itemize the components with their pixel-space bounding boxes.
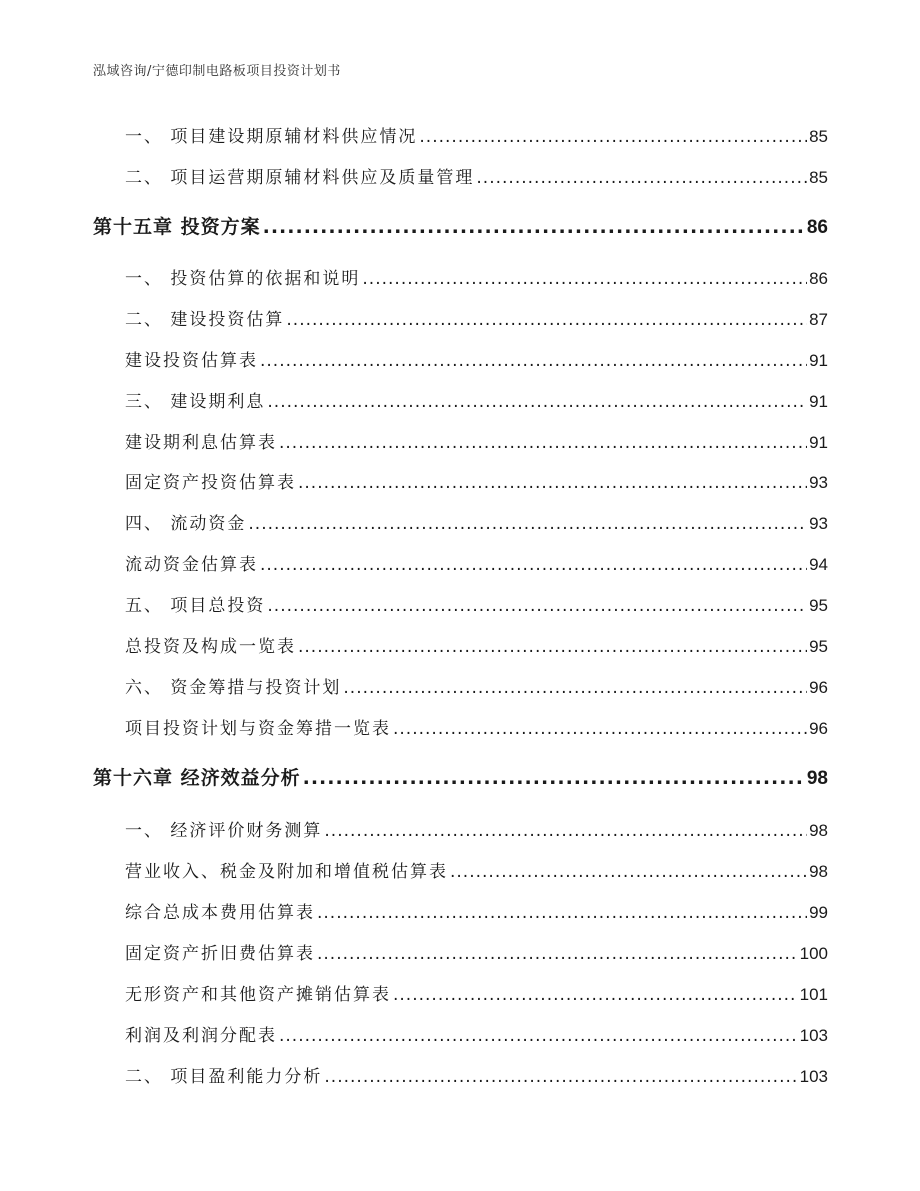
toc-entry-title: 营业收入、税金及附加和增值税估算表	[125, 862, 448, 882]
toc-entry-title: 无形资产和其他资产摊销估算表	[125, 985, 391, 1005]
toc-entry-page: 91	[809, 392, 828, 411]
toc-entry[interactable]	[125, 305, 828, 335]
toc-leader-dots	[279, 1026, 798, 1046]
toc-entry-page: 95	[809, 596, 828, 615]
toc-leader-dots	[267, 392, 807, 412]
toc-entry-page: 94	[809, 555, 828, 574]
toc-entry-title: 三、 建设期利息	[125, 392, 266, 412]
toc-entry-title: 一、 经济评价财务测算	[125, 821, 323, 841]
toc-entry-title: 利润及利润分配表	[125, 1026, 277, 1046]
toc-leader-dots	[317, 944, 798, 964]
toc-entry[interactable]	[125, 816, 828, 846]
toc-entry-title: 二、 建设投资估算	[125, 310, 285, 330]
toc-entry[interactable]	[125, 509, 828, 539]
toc-entry-page: 96	[809, 678, 828, 697]
toc-entry-title: 四、 流动资金	[125, 514, 247, 534]
running-header: 泓域咨询/宁德印制电路板项目投资计划书	[93, 64, 341, 79]
toc-entry-title: 第十五章 投资方案	[93, 216, 261, 238]
toc-entry[interactable]	[125, 468, 828, 498]
toc-entry[interactable]	[125, 550, 828, 580]
toc-entry-page: 98	[806, 768, 828, 789]
toc-entry[interactable]	[125, 1062, 828, 1092]
toc-entry-page: 93	[809, 473, 828, 492]
toc-entry[interactable]	[125, 1021, 828, 1051]
toc-entry-page: 91	[809, 351, 828, 370]
toc-entry-title: 一、 投资估算的依据和说明	[125, 269, 361, 289]
toc-entry-page: 96	[809, 719, 828, 738]
toc-leader-dots	[419, 127, 807, 147]
toc-entry[interactable]	[125, 428, 828, 458]
toc-leader-dots	[393, 719, 807, 739]
toc-leader-dots	[298, 637, 807, 657]
toc-leader-dots	[317, 903, 807, 923]
toc-entry-page: 85	[809, 127, 828, 146]
toc-entry[interactable]	[125, 591, 828, 621]
toc-entry[interactable]	[125, 714, 828, 744]
toc-entry-page: 91	[809, 433, 828, 452]
toc-entry[interactable]	[125, 939, 828, 969]
toc-leader-dots	[260, 351, 807, 371]
toc-entry-title: 固定资产投资估算表	[125, 473, 296, 493]
toc-entry[interactable]	[125, 673, 828, 703]
toc-entry[interactable]	[125, 163, 828, 193]
toc-leader-dots	[279, 433, 807, 453]
toc-entry[interactable]	[125, 980, 828, 1010]
toc-entry[interactable]	[125, 898, 828, 928]
toc-entry-page: 99	[809, 903, 828, 922]
toc-entry-page: 93	[809, 514, 828, 533]
toc-entry[interactable]	[125, 122, 828, 152]
toc-entry-page: 98	[809, 862, 828, 881]
toc-entry-title: 二、 项目运营期原辅材料供应及质量管理	[125, 168, 475, 188]
toc-entry-page: 101	[799, 985, 828, 1004]
toc-entry-title: 总投资及构成一览表	[125, 637, 296, 657]
toc-entry-title: 五、 项目总投资	[125, 596, 266, 616]
toc-leader-dots	[303, 767, 805, 789]
toc-entry-page: 100	[799, 944, 828, 963]
toc-entry-page: 85	[809, 168, 828, 187]
toc-entry-title: 固定资产折旧费估算表	[125, 944, 315, 964]
toc-chapter-entry[interactable]	[93, 212, 828, 242]
toc-entry[interactable]	[125, 264, 828, 294]
toc-entry[interactable]	[125, 857, 828, 887]
toc-entry-page: 98	[809, 821, 828, 840]
toc-leader-dots	[298, 473, 807, 493]
toc-leader-dots	[476, 168, 807, 188]
toc-entry-page: 86	[809, 269, 828, 288]
toc-entry-title: 一、 项目建设期原辅材料供应情况	[125, 127, 418, 147]
toc-entry-title: 综合总成本费用估算表	[125, 903, 315, 923]
toc-entry-title: 第十六章 经济效益分析	[93, 767, 301, 789]
toc-entry-page: 87	[809, 310, 828, 329]
toc-entry[interactable]	[125, 346, 828, 376]
toc-leader-dots	[324, 1067, 797, 1087]
toc-leader-dots	[248, 514, 807, 534]
toc-entry-title: 建设期利息估算表	[125, 433, 277, 453]
toc-entry[interactable]	[125, 387, 828, 417]
toc-entry-page: 95	[809, 637, 828, 656]
toc-entry[interactable]	[125, 632, 828, 662]
toc-leader-dots	[450, 862, 807, 882]
toc-leader-dots	[267, 596, 807, 616]
toc-entry-page: 103	[799, 1026, 828, 1045]
toc-leader-dots	[260, 555, 807, 575]
toc-leader-dots	[393, 985, 798, 1005]
toc-entry-title: 项目投资计划与资金筹措一览表	[125, 719, 391, 739]
toc-leader-dots	[343, 678, 807, 698]
toc-entry-page: 86	[806, 217, 828, 238]
toc-chapter-entry[interactable]	[93, 763, 828, 793]
toc-leader-dots	[324, 821, 807, 841]
toc-entry-page: 103	[799, 1067, 828, 1086]
toc-entry-title: 二、 项目盈利能力分析	[125, 1067, 323, 1087]
toc-leader-dots	[286, 310, 807, 330]
toc-leader-dots	[362, 269, 807, 289]
toc-entry-title: 六、 资金筹措与投资计划	[125, 678, 342, 698]
toc-leader-dots	[263, 216, 805, 238]
toc-entry-title: 建设投资估算表	[125, 351, 258, 371]
toc-entry-title: 流动资金估算表	[125, 555, 258, 575]
